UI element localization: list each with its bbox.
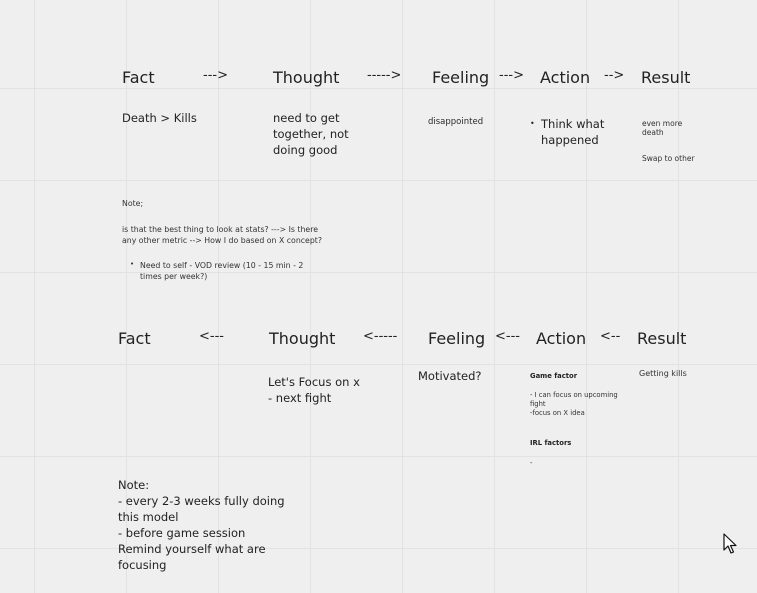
row2-action-irl-dash: - xyxy=(530,459,533,467)
note2-line: Note: xyxy=(118,478,150,492)
row2-feeling-text: Motivated? xyxy=(418,369,482,383)
row1-thought-header: Thought xyxy=(273,68,340,87)
row1-action-text xyxy=(541,116,604,148)
arrow-pointer-icon xyxy=(723,533,737,555)
row1-thought-text xyxy=(273,110,349,158)
row1-action-line: happened xyxy=(541,133,599,147)
row1-arrow-2: -----> xyxy=(367,68,402,83)
note2-line: focusing xyxy=(118,558,167,572)
row2-action-game-line: - I can focus on upcoming xyxy=(530,391,618,399)
row1-action-header: Action xyxy=(540,68,591,87)
row2-thought-line: - next fight xyxy=(268,391,332,405)
row2-action-game-title: Game factor xyxy=(530,372,578,380)
row1-result-swap: Swap to other xyxy=(642,154,695,163)
row1-feeling-header: Feeling xyxy=(432,68,490,87)
row1-arrow-1: ---> xyxy=(203,68,228,83)
row2-result-text: Getting kills xyxy=(639,369,687,378)
note2-line: Remind yourself what are xyxy=(118,542,266,556)
note2-line: - before game session xyxy=(118,526,246,540)
row2-arrow-1: <--- xyxy=(199,329,224,344)
row1-thought-line: doing good xyxy=(273,143,338,157)
row2-action-game-list xyxy=(530,391,618,418)
note2-line: this model xyxy=(118,510,179,524)
note1-body xyxy=(122,224,322,246)
row1-result-line: death xyxy=(642,128,664,137)
row1-fact-header: Fact xyxy=(122,68,155,87)
row1-feeling-text: disappointed xyxy=(428,117,484,127)
row1-action-bullet: • xyxy=(530,119,535,128)
row2-arrow-2: <----- xyxy=(363,329,398,344)
row1-result-text xyxy=(642,119,682,137)
row2-result-header: Result xyxy=(637,329,687,348)
row1-result-header: Result xyxy=(641,68,691,87)
row1-arrow-4: --> xyxy=(604,68,625,83)
row2-action-game-line: fight xyxy=(530,400,546,408)
row2-feeling-header: Feeling xyxy=(428,329,486,348)
row1-thought-line: need to get xyxy=(273,111,340,125)
row2-arrow-4: <-- xyxy=(600,329,621,344)
row2-thought-line: Let's Focus on x xyxy=(268,375,360,389)
note1-bullet-text xyxy=(140,260,303,282)
note1-title: Note; xyxy=(122,199,144,208)
row2-fact-header: Fact xyxy=(118,329,151,348)
row1-action-line: Think what xyxy=(541,117,605,131)
note2-line: - every 2-3 weeks fully doing xyxy=(118,494,285,508)
note1-bullet: • xyxy=(130,260,135,268)
row1-fact-text: Death > Kills xyxy=(122,111,197,125)
row2-arrow-3: <--- xyxy=(495,329,520,344)
row2-thought-header: Thought xyxy=(269,329,336,348)
row1-thought-line: together, not xyxy=(273,127,349,141)
row1-result-line: even more xyxy=(642,119,683,128)
note1-line: is that the best thing to look at stats? ---> Is there xyxy=(122,225,319,234)
row2-thought-text xyxy=(268,374,360,406)
row2-action-game-line: -focus on X idea xyxy=(530,409,585,417)
note1-bullet-line: times per week?) xyxy=(140,272,208,281)
row2-action-irl-title: IRL factors xyxy=(530,439,572,447)
row1-arrow-3: ---> xyxy=(499,68,524,83)
note1-bullet-line: Need to self - VOD review (10 - 15 min - 2 xyxy=(140,261,304,270)
note1-line: any other metric --> How I do based on X concept? xyxy=(122,236,323,245)
row2-action-header: Action xyxy=(536,329,587,348)
note2-body xyxy=(118,477,285,573)
